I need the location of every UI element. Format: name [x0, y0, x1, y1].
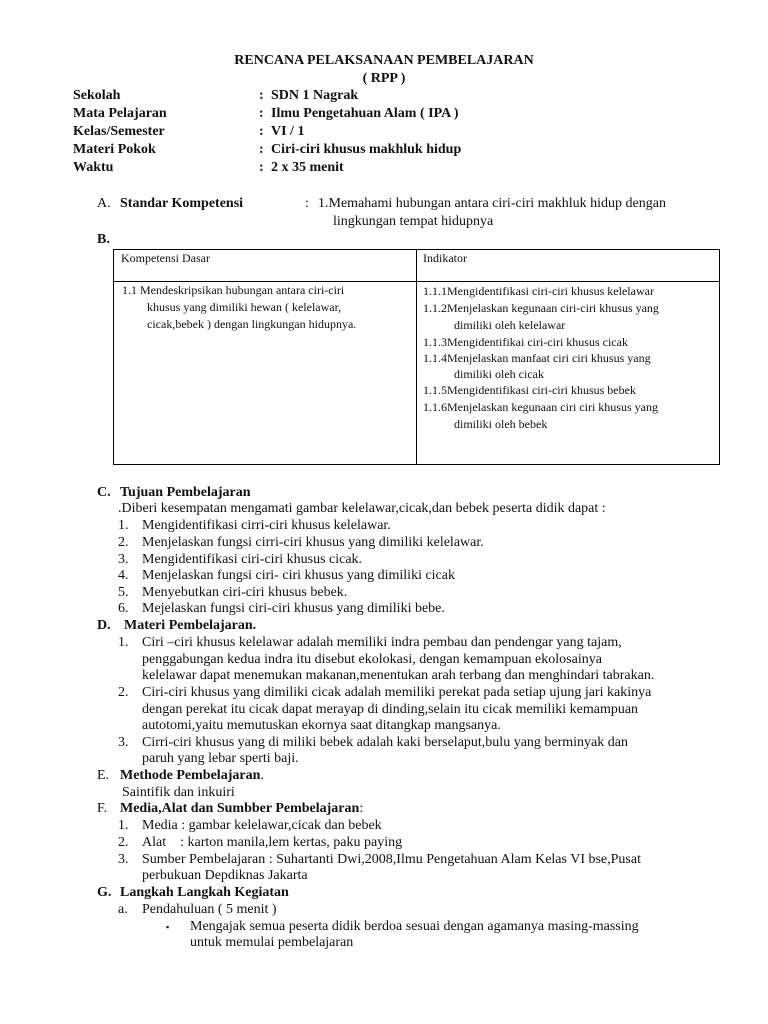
section-a-heading: Standar Kompetensi [120, 196, 244, 211]
table-column-divider [416, 250, 417, 464]
list-item-text: Ciri –ciri khusus kelelawar adalah memiliki indra pembau dan pendengar yang tajam, [142, 635, 622, 650]
section-g-marker: G. [97, 885, 112, 900]
document-subtitle: ( RPP ) [362, 71, 406, 86]
section-c-intro: .Diberi kesempatan mengamati gambar kelelawar,cicak,dan bebek peserta didik dapat : [118, 501, 606, 516]
list-number: 1. [118, 635, 129, 650]
list-number: 3. [118, 852, 129, 867]
list-number: 6. [118, 601, 129, 616]
section-e-heading: Methode Pembelajaran [120, 768, 261, 783]
indikator-line: 1.1.6Menjelaskan kegunaan ciri ciri khusus yang [423, 400, 658, 414]
kd-line: cicak,bebek ) dengan lingkungan hidupnya. [147, 317, 357, 331]
section-a-marker: A. [97, 196, 111, 211]
list-item-text: Menyebutkan ciri-ciri khusus bebek. [142, 585, 348, 600]
section-g-heading: Langkah Langkah Kegiatan [120, 885, 289, 900]
indikator-line: 1.1.5Mengidentifikasi ciri-ciri khusus bebek [423, 383, 636, 397]
meta-label: Kelas/Semester [73, 124, 165, 139]
meta-colon: : [259, 88, 264, 103]
indikator-line: dimiliki oleh bebek [454, 417, 548, 431]
indikator-line: 1.1.2Menjelaskan kegunaan ciri-ciri khusus yang [423, 301, 659, 315]
list-number: 3. [118, 552, 129, 567]
indikator-line: dimiliki oleh cicak [454, 367, 544, 381]
list-number: 1. [118, 818, 129, 833]
meta-label: Waktu [73, 160, 114, 175]
table-header-kompetensi-dasar: Kompetensi Dasar [121, 251, 210, 265]
table-header-indikator: Indikator [423, 251, 467, 265]
list-number: 3. [118, 735, 129, 750]
meta-colon: : [259, 124, 264, 139]
list-number: 1. [118, 518, 129, 533]
list-item-text: Alat : karton manila,lem kertas, paku paying [142, 835, 403, 850]
meta-value: 2 x 35 menit [271, 160, 344, 175]
meta-value: Ilmu Pengetahuan Alam ( IPA ) [271, 106, 459, 121]
section-e-heading-line [120, 768, 264, 784]
meta-colon: : [259, 160, 264, 175]
list-item-text: dengan perekat itu cicak dapat merayap di dinding,selain itu cicak memiliki kemampuan [142, 702, 639, 717]
indikator-line: 1.1.4Menjelaskan manfaat ciri ciri khusus yang [423, 351, 651, 365]
list-item-text: Mengidentifikasi ciri-ciri khusus cicak. [142, 552, 363, 567]
sub-marker: a. [118, 902, 128, 917]
kd-line: khusus yang dimiliki hewan ( kelelawar, [147, 300, 342, 314]
sub-heading: Pendahuluan ( 5 menit ) [142, 902, 277, 917]
section-f-heading: Media,Alat dan Sumbber Pembelajaran [120, 801, 360, 816]
document-title: RENCANA PELAKSANAAN PEMBELAJARAN [234, 53, 534, 68]
section-a-text-line: 1.Memahami hubungan antara ciri-ciri makhluk hidup dengan [318, 196, 666, 211]
list-item-text: Mejelaskan fungsi ciri-ciri khusus yang dimiliki bebe. [142, 601, 445, 616]
indikator-line: dimiliki oleh kelelawar [454, 318, 566, 332]
bullet-text: untuk memulai pembelajaran [190, 935, 354, 950]
list-item-text: autotomi,yaitu memutuskan ekornya saat ditangkap mangsanya. [142, 718, 501, 733]
section-a-colon: : [305, 196, 309, 211]
section-f-heading-line [120, 801, 363, 817]
section-e-period: . [260, 768, 264, 783]
meta-colon: : [259, 106, 264, 121]
meta-value: SDN 1 Nagrak [271, 88, 359, 103]
list-number: 4. [118, 568, 129, 583]
meta-label: Sekolah [73, 88, 121, 103]
section-d-marker: D. [97, 618, 111, 633]
meta-label: Mata Pelajaran [73, 106, 167, 121]
indikator-line: 1.1.3Mengidentifikai ciri-ciri khusus cicak [423, 335, 628, 349]
list-number: 2. [118, 535, 129, 550]
section-e-text: Saintifik dan inkuiri [122, 785, 235, 800]
list-item-text: paruh yang lebar sperti baji. [142, 751, 299, 766]
meta-value: Ciri-ciri khusus makhluk hidup [271, 142, 462, 157]
meta-label: Materi Pokok [73, 142, 156, 157]
kd-line: 1.1 Mendeskripsikan hubungan antara ciri-ciri [122, 283, 345, 297]
list-number: 2. [118, 835, 129, 850]
square-bullet-icon: ▪ [166, 922, 170, 932]
list-item-text: Sumber Pembelajaran : Suhartanti Dwi,2008,Ilmu Pengetahuan Alam Kelas VI bse,Pusat [142, 852, 641, 867]
bullet-text: Mengajak semua peserta didik berdoa sesuai dengan agamanya masing-massing [190, 919, 639, 934]
list-item-text: Ciri-ciri khusus yang dimiliki cicak adalah memiliki perekat pada setiap ujung jari kakinya [142, 685, 652, 700]
meta-colon: : [259, 142, 264, 157]
competency-table [113, 249, 720, 465]
section-d-heading: Materi Pembelajaran. [124, 618, 257, 633]
list-item-text: kelelawar dapat menemukan makanan,menentukan arah terbang dan menghindari tabrakan. [142, 668, 655, 683]
section-f-marker: F. [97, 801, 108, 816]
section-b-marker: B. [97, 232, 110, 247]
section-e-marker: E. [97, 768, 110, 783]
list-item-text: Cirri-ciri khusus yang di miliki bebek adalah kaki berselaput,bulu yang berminyak dan [142, 735, 628, 750]
indikator-line: 1.1.1Mengidentifikasi ciri-ciri khusus kelelawar [423, 284, 654, 298]
meta-value: VI / 1 [271, 124, 305, 139]
list-item-text: Menjelaskan fungsi cirri-ciri khusus yang dimiliki kelelawar. [142, 535, 484, 550]
section-c-heading: Tujuan Pembelajaran [120, 485, 251, 500]
list-number: 2. [118, 685, 129, 700]
list-item-text: Mengidentifikasi cirri-ciri khusus kelelawar. [142, 518, 391, 533]
list-item-text: Media : gambar kelelawar,cicak dan bebek [142, 818, 382, 833]
list-item-text: Menjelaskan fungsi ciri- ciri khusus yang dimiliki cicak [142, 568, 455, 583]
list-item-text: penggabungan kedua indra itu disebut ekolokasi, dengan kemampuan ekolosainya [142, 652, 602, 667]
list-item-text: perbukuan Depdiknas Jakarta [142, 868, 308, 883]
section-c-marker: C. [97, 485, 111, 500]
list-number: 5. [118, 585, 129, 600]
section-f-colon: : [359, 801, 364, 816]
section-a-text-line: lingkungan tempat hidupnya [333, 214, 494, 229]
